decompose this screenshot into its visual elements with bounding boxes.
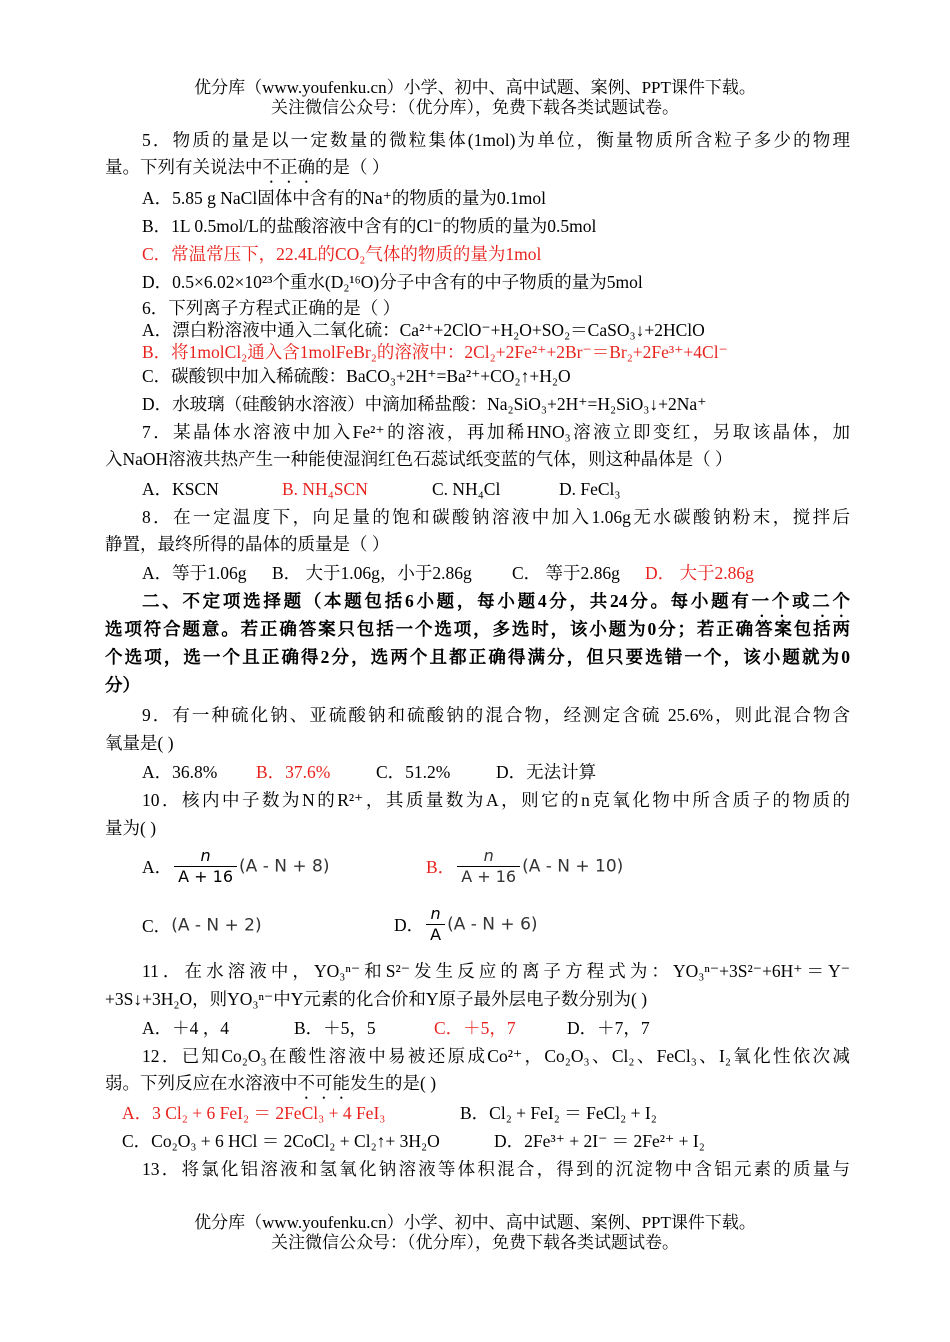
q5-option-a: A．5.85 g NaCl固体中含有的Na⁺的物质的量为0.1mol [142,188,546,208]
q12-stem-line-2: 弱。下列反应在水溶液中不可能发生的是( ) [105,1073,437,1093]
q13-stem-line-1: 13．将氯化铝溶液和氢氧化钠溶液等体积混合，得到的沉淀物中含铝元素的质量与 [142,1159,850,1179]
q11-option-a: A．＋4 ，4 [142,1018,230,1038]
q6-stem: 6．下列离子方程式正确的是（ ） [142,298,401,318]
q10-stem-line-2: 量为( ) [105,818,157,838]
q9-option-c: C．51.2% [376,762,451,782]
q6-option-a: A．漂白粉溶液中通入二氧化硫：Ca²⁺+2ClO⁻+H₂O+SO₂＝CaSO₃↓+2HClO [142,320,705,340]
q10-option-a: A． $\frac{n}{A + 16}$ (A - N + 8) [142,846,330,886]
q11-option-b: B．＋5，5 [294,1018,376,1038]
header-line-1: 优分库（www.youfenku.cn）小学、初中、高中试题、案例、PPT课件下载。 [194,78,756,97]
q10-option-d: D． $\frac{n}{A}$ (A - N + 6) [394,904,538,944]
q11-stem-line-2: +3S↓+3H₂O，则YO₃ⁿ⁻中Y元素的化合价和Y原子最外层电子数分别为( ) [105,989,648,1009]
q7-stem-line-2: 入NaOH溶液共热产生一种能使湿润红色石蕊试纸变蓝的气体，则这种晶体是（ ） [105,449,733,469]
q8-option-a: A．等于1.06g [142,563,247,583]
q10-stem-line-1: 10．核内中子数为N的R²⁺，其质量数为A，则它的n克氧化物中所含质子的物质的 [142,790,850,810]
q9-option-b-answer: B．37.6% [256,762,331,782]
q8-option-b: B． 大于1.06g，小于2.86g [272,563,472,583]
q12-options-row-2 [122,1129,867,1153]
footer-line-1: 优分库（www.youfenku.cn）小学、初中、高中试题、案例、PPT课件下载。 [194,1213,756,1232]
q5-option-b: B．1L 0.5mol/L的盐酸溶液中含有的Cl⁻的物质的量为0.5mol [142,216,597,236]
q8-option-c: C． 等于2.86g [512,563,620,583]
q7-options [142,477,887,501]
q5-option-d: D．0.5×6.02×10²³个重水(D₂¹⁶O)分子中含有的中子物质的量为5mol [142,272,643,292]
q9-option-a: A．36.8% [142,762,218,782]
q11-option-c-answer: C．＋5，7 [434,1018,516,1038]
section-2-line-3: 个选项，选一个且正确得2分，选两个且都正确得满分，但只要选错一个，该小题就为0 [105,647,850,667]
q5-option-c-answer: C．常温常压下，22.4L的CO₂气体的物质的量为1mol [142,244,542,264]
fraction: $\frac{n}{A}$ [426,904,445,945]
q10-option-b-answer: B． $\frac{n}{A + 16}$ (A - N + 10) [426,846,624,886]
q11-stem-line-1: 11．在水溶液中，YO₃ⁿ⁻和S²⁻发生反应的离子方程式为：YO₃ⁿ⁻+3S²⁻+6H⁺＝Y⁻ [142,961,850,981]
q9-option-d: D．无法计算 [496,762,597,782]
fraction: $\frac{n}{A + 16}$ [174,846,237,887]
q5-stem-line-2: 量。下列有关说法中不正确的是（ ） [105,157,390,177]
q6-option-b-answer: B．将1molCl₂通入含1molFeBr₂的溶液中：2Cl₂+2Fe²⁺+2Br⁻＝Br₂+2Fe³⁺+4Cl⁻ [142,342,728,362]
q5-stem-line-1: 5．物质的量是以一定数量的微粒集体(1mol)为单位，衡量物质所含粒子多少的物理 [142,130,850,150]
q9-stem-line-1: 9．有一种硫化钠、亚硫酸钠和硫酸钠的混合物，经测定含硫 25.6%，则此混合物含 [142,705,850,725]
q10-option-c: C．(A - N + 2) [142,915,262,936]
q6-option-d: D．水玻璃（硅酸钠水溶液）中滴加稀盐酸：Na₂SiO₃+2H⁺=H₂SiO₃↓+2Na⁺ [142,394,707,414]
section-2-line-2: 选项符合题意。若正确答案只包括一个选项，多选时，该小题为0分；若正确答案包括两 [105,619,850,639]
header-line-2: 关注微信公众号：（优分库），免费下载各类试题试卷。 [271,98,679,117]
q8-stem-line-2: 静置，最终所得的晶体的质量是（ ） [105,534,390,554]
emphasis-not-correct: 不正确 [262,157,315,177]
q9-options [142,760,887,784]
section-2-line-1: 二、不定项选择题（本题包括6小题，每小题4分，共24分。每小题有一个或二个 [142,591,851,611]
q12-stem-line-1: 12．已知Co₂O₃在酸性溶液中易被还原成Co²⁺，Co₂O₃、Cl₂、FeCl₃、I₂氧化性依次减 [142,1046,850,1066]
q8-options [142,561,887,585]
q7-option-a: A．KSCN [142,479,219,499]
q7-option-b-answer: B. NH₄SCN [282,479,368,499]
section-2-line-4: 分） [105,675,140,695]
q7-option-c: C. NH₄Cl [432,479,501,499]
q12-option-b: B．Cl₂ + FeI₂ ＝ FeCl₂ + I₂ [460,1103,657,1123]
q9-stem-line-2: 氧量是( ) [105,733,174,753]
q8-stem-line-1: 8．在一定温度下，向足量的饱和碳酸钠溶液中加入1.06g无水碳酸钠粉末，搅拌后 [142,507,850,527]
q11-option-d: D．＋7，7 [567,1018,650,1038]
q7-option-d: D. FeCl₃ [559,479,621,499]
emphasis-impossible: 不可能 [297,1073,350,1093]
q12-options-row-1 [122,1101,867,1125]
q6-option-c: C．碳酸钡中加入稀硫酸：BaCO₃+2H⁺=Ba²⁺+CO₂↑+H₂O [142,366,571,386]
fraction: $\frac{n}{A + 16}$ [457,846,520,887]
q12-option-a-answer: A．3 Cl₂ + 6 FeI₂ ＝ 2FeCl₃ + 4 FeI₃ [122,1103,386,1123]
q12-option-d: D．2Fe³⁺ + 2I⁻ ＝ 2Fe²⁺ + I₂ [494,1131,705,1151]
q12-option-c: C．Co₂O₃ + 6 HCl ＝ 2CoCl₂ + Cl₂↑+ 3H₂O [122,1131,440,1151]
q11-options [142,1016,887,1040]
q8-option-d-answer: D． 大于2.86g [645,563,754,583]
footer-line-2: 关注微信公众号：（优分库），免费下载各类试题试卷。 [271,1233,679,1252]
q7-stem-line-1: 7．某晶体水溶液中加入Fe²⁺的溶液，再加稀HNO₃溶液立即变红，另取该晶体，加 [142,422,850,442]
